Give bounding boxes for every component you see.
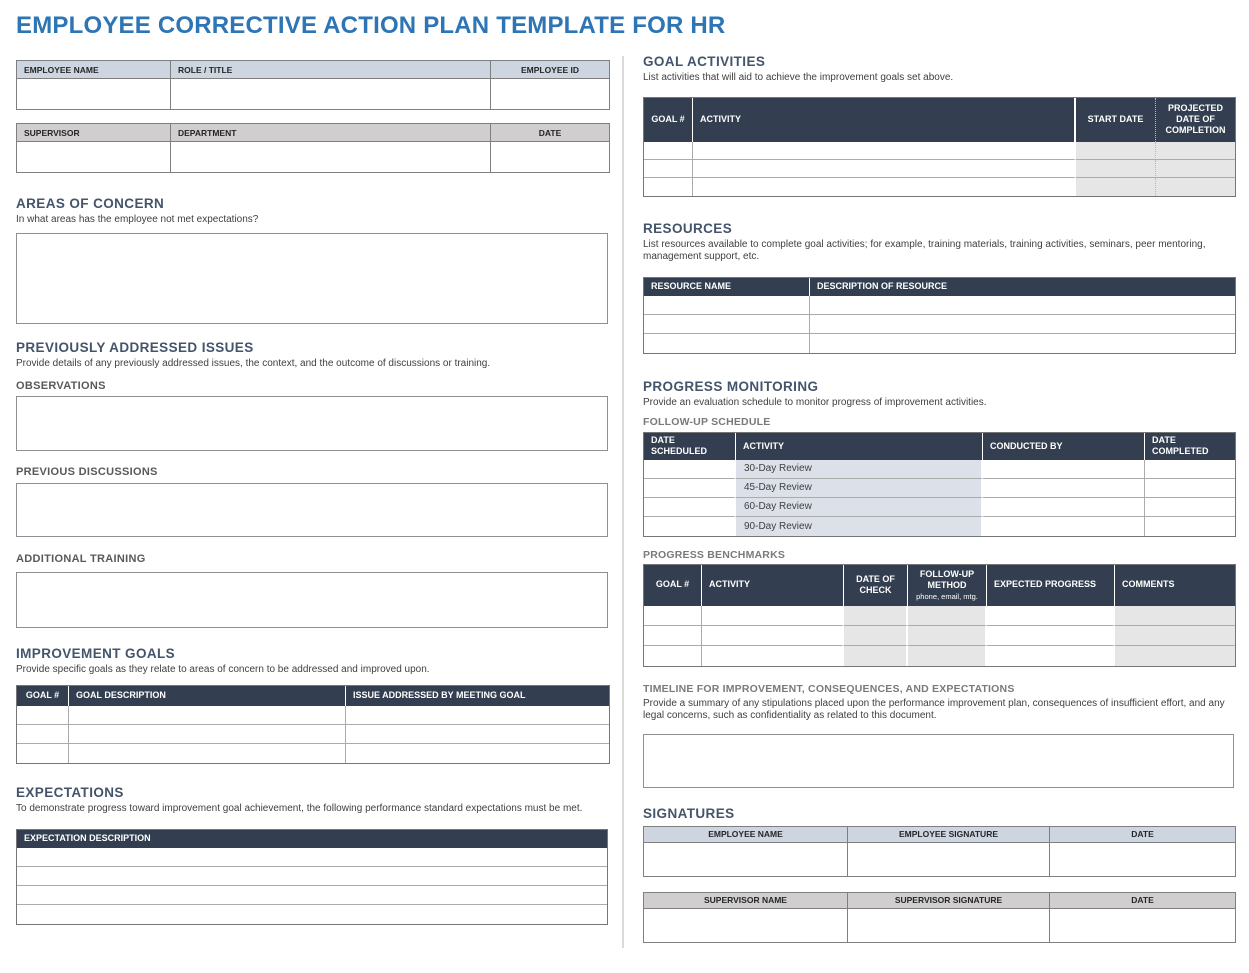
follow-up-method-field[interactable] — [908, 606, 987, 626]
resources-table — [643, 277, 1236, 354]
follow-up-schedule-label: FOLLOW-UP SCHEDULE — [643, 416, 771, 428]
date-scheduled-field[interactable] — [644, 498, 736, 517]
supervisor-signature-header: SUPERVISOR SIGNATURE — [848, 893, 1050, 909]
goal-number-field[interactable] — [644, 606, 702, 626]
employee-name-header: EMPLOYEE NAME — [644, 827, 848, 843]
review-activity-label: 60-Day Review — [736, 498, 983, 517]
page-divider — [622, 56, 624, 948]
role-title-field[interactable] — [171, 79, 491, 109]
supervisor-signature-table — [643, 892, 1236, 943]
goal-description-field[interactable] — [69, 706, 346, 725]
goal-number-field[interactable] — [644, 142, 693, 160]
start-date-field[interactable] — [1076, 160, 1156, 178]
comments-field[interactable] — [1115, 626, 1235, 646]
expected-progress-field[interactable] — [987, 606, 1115, 626]
resource-name-field[interactable] — [644, 315, 810, 334]
resources-subtitle: List resources available to complete goal activities; for example, training materials, training activities, seminars, peer mentoring, management support, etc. — [643, 238, 1206, 262]
activity-field[interactable] — [702, 646, 844, 666]
date-header: DATE — [1050, 893, 1235, 909]
timeline-heading: TIMELINE FOR IMPROVEMENT, CONSEQUENCES, AND EXPECTATIONS — [643, 682, 1015, 695]
activity-field[interactable] — [693, 142, 1076, 160]
resource-description-header: DESCRIPTION OF RESOURCE — [810, 278, 1235, 296]
follow-up-method-header — [908, 565, 987, 606]
employee-name-field[interactable] — [17, 79, 171, 109]
date-completed-field[interactable] — [1145, 517, 1235, 536]
goal-activities-table — [643, 97, 1236, 197]
resource-description-field[interactable] — [810, 315, 1235, 334]
supervisor-field[interactable] — [17, 142, 171, 172]
expectation-description-field[interactable] — [17, 848, 607, 867]
timeline-field[interactable] — [643, 734, 1234, 788]
progress-benchmarks-table — [643, 564, 1236, 667]
start-date-field[interactable] — [1076, 142, 1156, 160]
resources-heading: RESOURCES — [643, 220, 733, 236]
progress-monitoring-heading: PROGRESS MONITORING — [643, 378, 819, 394]
previous-discussions-label: PREVIOUS DISCUSSIONS — [16, 466, 158, 478]
issue-addressed-header: ISSUE ADDRESSED BY MEETING GOAL — [346, 686, 609, 706]
activity-header: ACTIVITY — [702, 565, 844, 606]
goal-number-field[interactable] — [644, 646, 702, 666]
resource-description-field[interactable] — [810, 296, 1235, 315]
expectation-description-header: EXPECTATION DESCRIPTION — [17, 830, 607, 848]
goal-activities-subtitle: List activities that will aid to achieve the improvement goals set above. — [643, 72, 954, 83]
supervisor-info-table — [16, 123, 610, 173]
projected-completion-field[interactable] — [1156, 178, 1235, 196]
conducted-by-field[interactable] — [983, 460, 1145, 479]
date-field[interactable] — [1050, 909, 1235, 942]
improvement-goals-table — [16, 685, 610, 764]
date-of-check-header: DATE OF CHECK — [844, 565, 908, 606]
conducted-by-field[interactable] — [983, 479, 1145, 498]
goal-number-field[interactable] — [17, 725, 69, 744]
activity-header: ACTIVITY — [736, 433, 983, 460]
previously-addressed-heading: PREVIOUSLY ADDRESSED ISSUES — [16, 339, 254, 355]
observations-label: OBSERVATIONS — [16, 380, 106, 392]
resource-description-field[interactable] — [810, 334, 1235, 353]
date-header: DATE — [491, 124, 609, 142]
comments-header: COMMENTS — [1115, 565, 1235, 606]
goal-number-field[interactable] — [644, 626, 702, 646]
progress-monitoring-subtitle: Provide an evaluation schedule to monitor progress of improvement activities. — [643, 396, 987, 408]
date-header: DATE — [1050, 827, 1235, 843]
goal-description-header: GOAL DESCRIPTION — [69, 686, 346, 706]
employee-signature-header: EMPLOYEE SIGNATURE — [848, 827, 1050, 843]
additional-training-label: ADDITIONAL TRAINING — [16, 553, 146, 565]
date-scheduled-field[interactable] — [644, 517, 736, 536]
improvement-goals-subtitle: Provide specific goals as they relate to areas of concern to be addressed and improved upon. — [16, 664, 430, 675]
date-scheduled-field[interactable] — [644, 479, 736, 498]
date-scheduled-field[interactable] — [644, 460, 736, 479]
department-field[interactable] — [171, 142, 491, 172]
review-activity-label: 90-Day Review — [736, 517, 983, 536]
previously-addressed-subtitle: Provide details of any previously addressed issues, the context, and the outcome of discussions or training. — [16, 357, 491, 369]
page-2 — [643, 53, 1234, 943]
goal-number-header: GOAL # — [644, 565, 702, 606]
date-of-check-field[interactable] — [844, 606, 908, 626]
employee-signature-table — [643, 826, 1236, 877]
activity-field[interactable] — [702, 626, 844, 646]
date-completed-field[interactable] — [1145, 460, 1235, 479]
areas-of-concern-heading: AREAS OF CONCERN — [16, 196, 165, 211]
projected-completion-header: PROJECTED DATE OF COMPLETION — [1156, 98, 1235, 142]
areas-of-concern-field[interactable] — [16, 233, 608, 324]
role-title-header: ROLE / TITLE — [171, 61, 491, 79]
issue-addressed-field[interactable] — [346, 744, 609, 763]
timeline-subtitle: Provide a summary of any stipulations placed upon the performance improvement plan, consequences of insufficient effort, and any legal concerns, such as confidentiality as related to this document. — [643, 697, 1225, 721]
expected-progress-header: EXPECTED PROGRESS — [987, 565, 1115, 606]
follow-up-schedule-table — [643, 432, 1236, 537]
goal-description-field[interactable] — [69, 744, 346, 763]
follow-up-method-field[interactable] — [908, 626, 987, 646]
goal-number-field[interactable] — [17, 744, 69, 763]
employee-id-header: EMPLOYEE ID — [491, 61, 609, 79]
employee-name-header: EMPLOYEE NAME — [17, 61, 171, 79]
activity-field[interactable] — [702, 606, 844, 626]
review-activity-label: 30-Day Review — [736, 460, 983, 479]
follow-up-method-note: phone, email, mtg. — [916, 591, 978, 601]
date-completed-header: DATE COMPLETED — [1145, 433, 1235, 460]
follow-up-method-title: FOLLOW-UP METHOD — [919, 569, 975, 591]
date-of-check-field[interactable] — [844, 626, 908, 646]
issue-addressed-field[interactable] — [346, 725, 609, 744]
date-completed-field[interactable] — [1145, 479, 1235, 498]
conducted-by-header: CONDUCTED BY — [983, 433, 1145, 460]
activity-field[interactable] — [693, 160, 1076, 178]
progress-benchmarks-label: PROGRESS BENCHMARKS — [643, 548, 786, 561]
resource-name-field[interactable] — [644, 296, 810, 315]
date-of-check-field[interactable] — [844, 646, 908, 666]
expectations-table — [16, 829, 608, 925]
goal-description-field[interactable] — [69, 725, 346, 744]
expected-progress-field[interactable] — [987, 646, 1115, 666]
improvement-goals-heading: IMPROVEMENT GOALS — [16, 646, 176, 661]
previous-discussions-field[interactable] — [16, 483, 608, 537]
resource-name-field[interactable] — [644, 334, 810, 353]
expectation-description-field[interactable] — [17, 905, 607, 924]
comments-field[interactable] — [1115, 606, 1235, 626]
goal-activities-heading: GOAL ACTIVITIES — [643, 54, 766, 69]
expectations-subtitle: To demonstrate progress toward improvement goal achievement, the following performance standard expectations must be met. — [16, 802, 583, 814]
start-date-header: START DATE — [1076, 98, 1156, 142]
expectation-description-field[interactable] — [17, 886, 607, 905]
activity-field[interactable] — [693, 178, 1076, 196]
supervisor-name-field[interactable] — [644, 909, 848, 942]
additional-training-field[interactable] — [16, 572, 608, 628]
department-header: DEPARTMENT — [171, 124, 491, 142]
goal-number-field[interactable] — [644, 178, 693, 196]
employee-info-table — [16, 60, 610, 110]
employee-signature-field[interactable] — [848, 843, 1050, 876]
employee-name-field[interactable] — [644, 843, 848, 876]
comments-field[interactable] — [1115, 646, 1235, 666]
projected-completion-field[interactable] — [1156, 142, 1235, 160]
supervisor-header: SUPERVISOR — [17, 124, 171, 142]
signatures-heading: SIGNATURES — [643, 805, 735, 821]
goal-number-field[interactable] — [644, 160, 693, 178]
page-title: EMPLOYEE CORRECTIVE ACTION PLAN TEMPLATE FOR HR — [16, 12, 726, 39]
issue-addressed-field[interactable] — [346, 706, 609, 725]
observations-field[interactable] — [16, 396, 608, 451]
expectations-heading: EXPECTATIONS — [16, 784, 124, 800]
employee-id-field[interactable] — [491, 79, 609, 109]
review-activity-label: 45-Day Review — [736, 479, 983, 498]
date-completed-field[interactable] — [1145, 498, 1235, 517]
date-field[interactable] — [491, 142, 609, 172]
activity-header: ACTIVITY — [693, 98, 1076, 142]
projected-completion-field[interactable] — [1156, 160, 1235, 178]
follow-up-method-field[interactable] — [908, 646, 987, 666]
goal-number-header: GOAL # — [644, 98, 693, 142]
supervisor-signature-field[interactable] — [848, 909, 1050, 942]
expected-progress-field[interactable] — [987, 626, 1115, 646]
conducted-by-field[interactable] — [983, 498, 1145, 517]
supervisor-name-header: SUPERVISOR NAME — [644, 893, 848, 909]
conducted-by-field[interactable] — [983, 517, 1145, 536]
resource-name-header: RESOURCE NAME — [644, 278, 810, 296]
goal-number-header: GOAL # — [17, 686, 69, 706]
areas-of-concern-subtitle: In what areas has the employee not met expectations? — [16, 214, 259, 225]
goal-number-field[interactable] — [17, 706, 69, 725]
date-scheduled-header: DATE SCHEDULED — [644, 433, 736, 460]
date-field[interactable] — [1050, 843, 1235, 876]
expectation-description-field[interactable] — [17, 867, 607, 886]
start-date-field[interactable] — [1076, 178, 1156, 196]
